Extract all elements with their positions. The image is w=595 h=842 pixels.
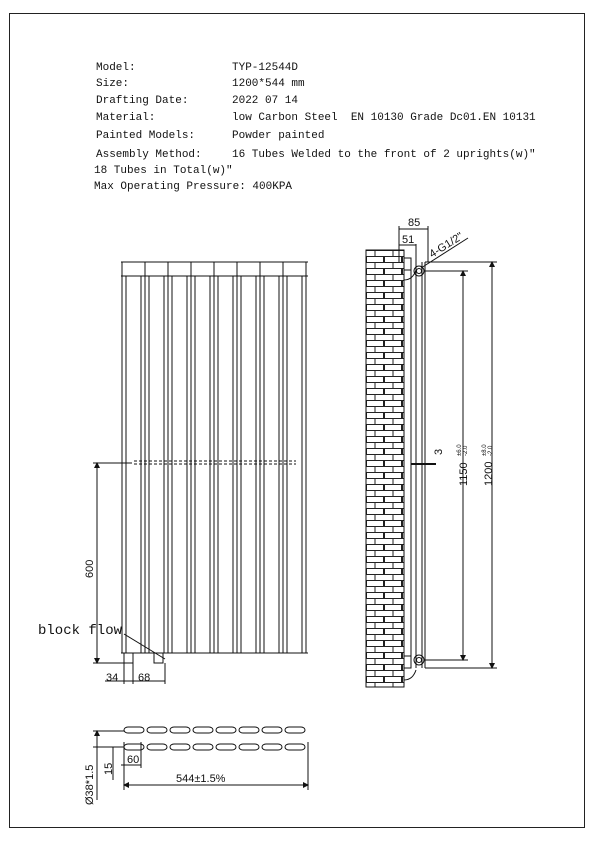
spec-label-model: Model: xyxy=(96,62,136,74)
spec-value-model: TYP-12544D xyxy=(232,62,299,74)
spec-label-date: Drafting Date: xyxy=(96,95,189,107)
spec-value-painted: Powder painted xyxy=(232,130,325,142)
tube-section xyxy=(170,727,190,733)
tube-sections-lower xyxy=(124,744,305,750)
radiator-tubes xyxy=(122,262,306,653)
tube-section xyxy=(285,727,305,733)
dim-diameter-label: Ø38*1.5 xyxy=(84,764,96,805)
tube-section xyxy=(262,727,282,733)
side-view xyxy=(366,226,497,687)
tube xyxy=(237,262,260,653)
tube-section xyxy=(285,744,305,750)
tube-section xyxy=(216,727,236,733)
spec-value-assembly: 16 Tubes Welded to the front of 2 uprights(w)" xyxy=(232,149,536,161)
tube xyxy=(122,262,145,653)
tube-section xyxy=(147,744,167,750)
spec-label-painted: Painted Models: xyxy=(96,130,196,142)
tube xyxy=(191,262,214,653)
tube xyxy=(145,262,168,653)
tube-section xyxy=(124,727,144,733)
top-view xyxy=(93,727,308,800)
brick-wall xyxy=(366,250,404,687)
dim-51-label: 51 xyxy=(402,234,415,246)
tube-section xyxy=(193,727,213,733)
dim-3-label: 3 xyxy=(433,448,445,455)
spec-label-material: Material: xyxy=(96,112,156,124)
tube-section xyxy=(170,744,190,750)
tube-section xyxy=(239,744,259,750)
dim-15-label: 15 xyxy=(103,762,115,775)
front-view xyxy=(93,262,308,684)
dim-34-label: 34 xyxy=(106,672,119,684)
tube xyxy=(260,262,283,653)
dim-60-label: 60 xyxy=(127,754,140,766)
dim-68-label: 68 xyxy=(138,672,151,684)
spec-value-size: 1200*544 mm xyxy=(232,78,305,90)
dim-1150-label: 1150 xyxy=(458,462,470,486)
spec-max-pressure: Max Operating Pressure: 400KPA xyxy=(94,181,293,193)
spec-label-size: Size: xyxy=(96,78,130,90)
tube-section xyxy=(193,744,213,750)
dim-600-label: 600 xyxy=(84,559,96,578)
tube-section xyxy=(262,744,282,750)
tube xyxy=(168,262,191,653)
dim-1200-tol-dn: -2.0 xyxy=(488,445,494,456)
tube-sections-upper xyxy=(124,727,305,733)
tube-section xyxy=(147,727,167,733)
dim-1200-tol-up: ±8.0 xyxy=(482,444,488,456)
dim-1200-label: 1200 xyxy=(483,461,495,486)
tube-section xyxy=(216,744,236,750)
tube xyxy=(214,262,237,653)
spec-tubes-total: 18 Tubes in Total(w)" xyxy=(94,165,233,177)
dim-1150-tol-up: ±6.0 xyxy=(457,444,463,456)
tube xyxy=(283,262,306,653)
dim-1150-tol-dn: -2.0 xyxy=(463,445,469,456)
spec-value-material: low Carbon Steel EN 10130 Grade Dc01.EN 10131 xyxy=(232,112,536,124)
block-flow-label: block flow xyxy=(38,623,123,639)
dim-85-label: 85 xyxy=(408,217,421,229)
spec-label-assembly: Assembly Method: xyxy=(96,149,202,161)
tube-section xyxy=(239,727,259,733)
dim-width-label: 544±1.5% xyxy=(176,773,226,785)
spec-value-date: 2022 07 14 xyxy=(232,95,299,107)
thread-label: 4-G1/2" xyxy=(427,230,466,261)
